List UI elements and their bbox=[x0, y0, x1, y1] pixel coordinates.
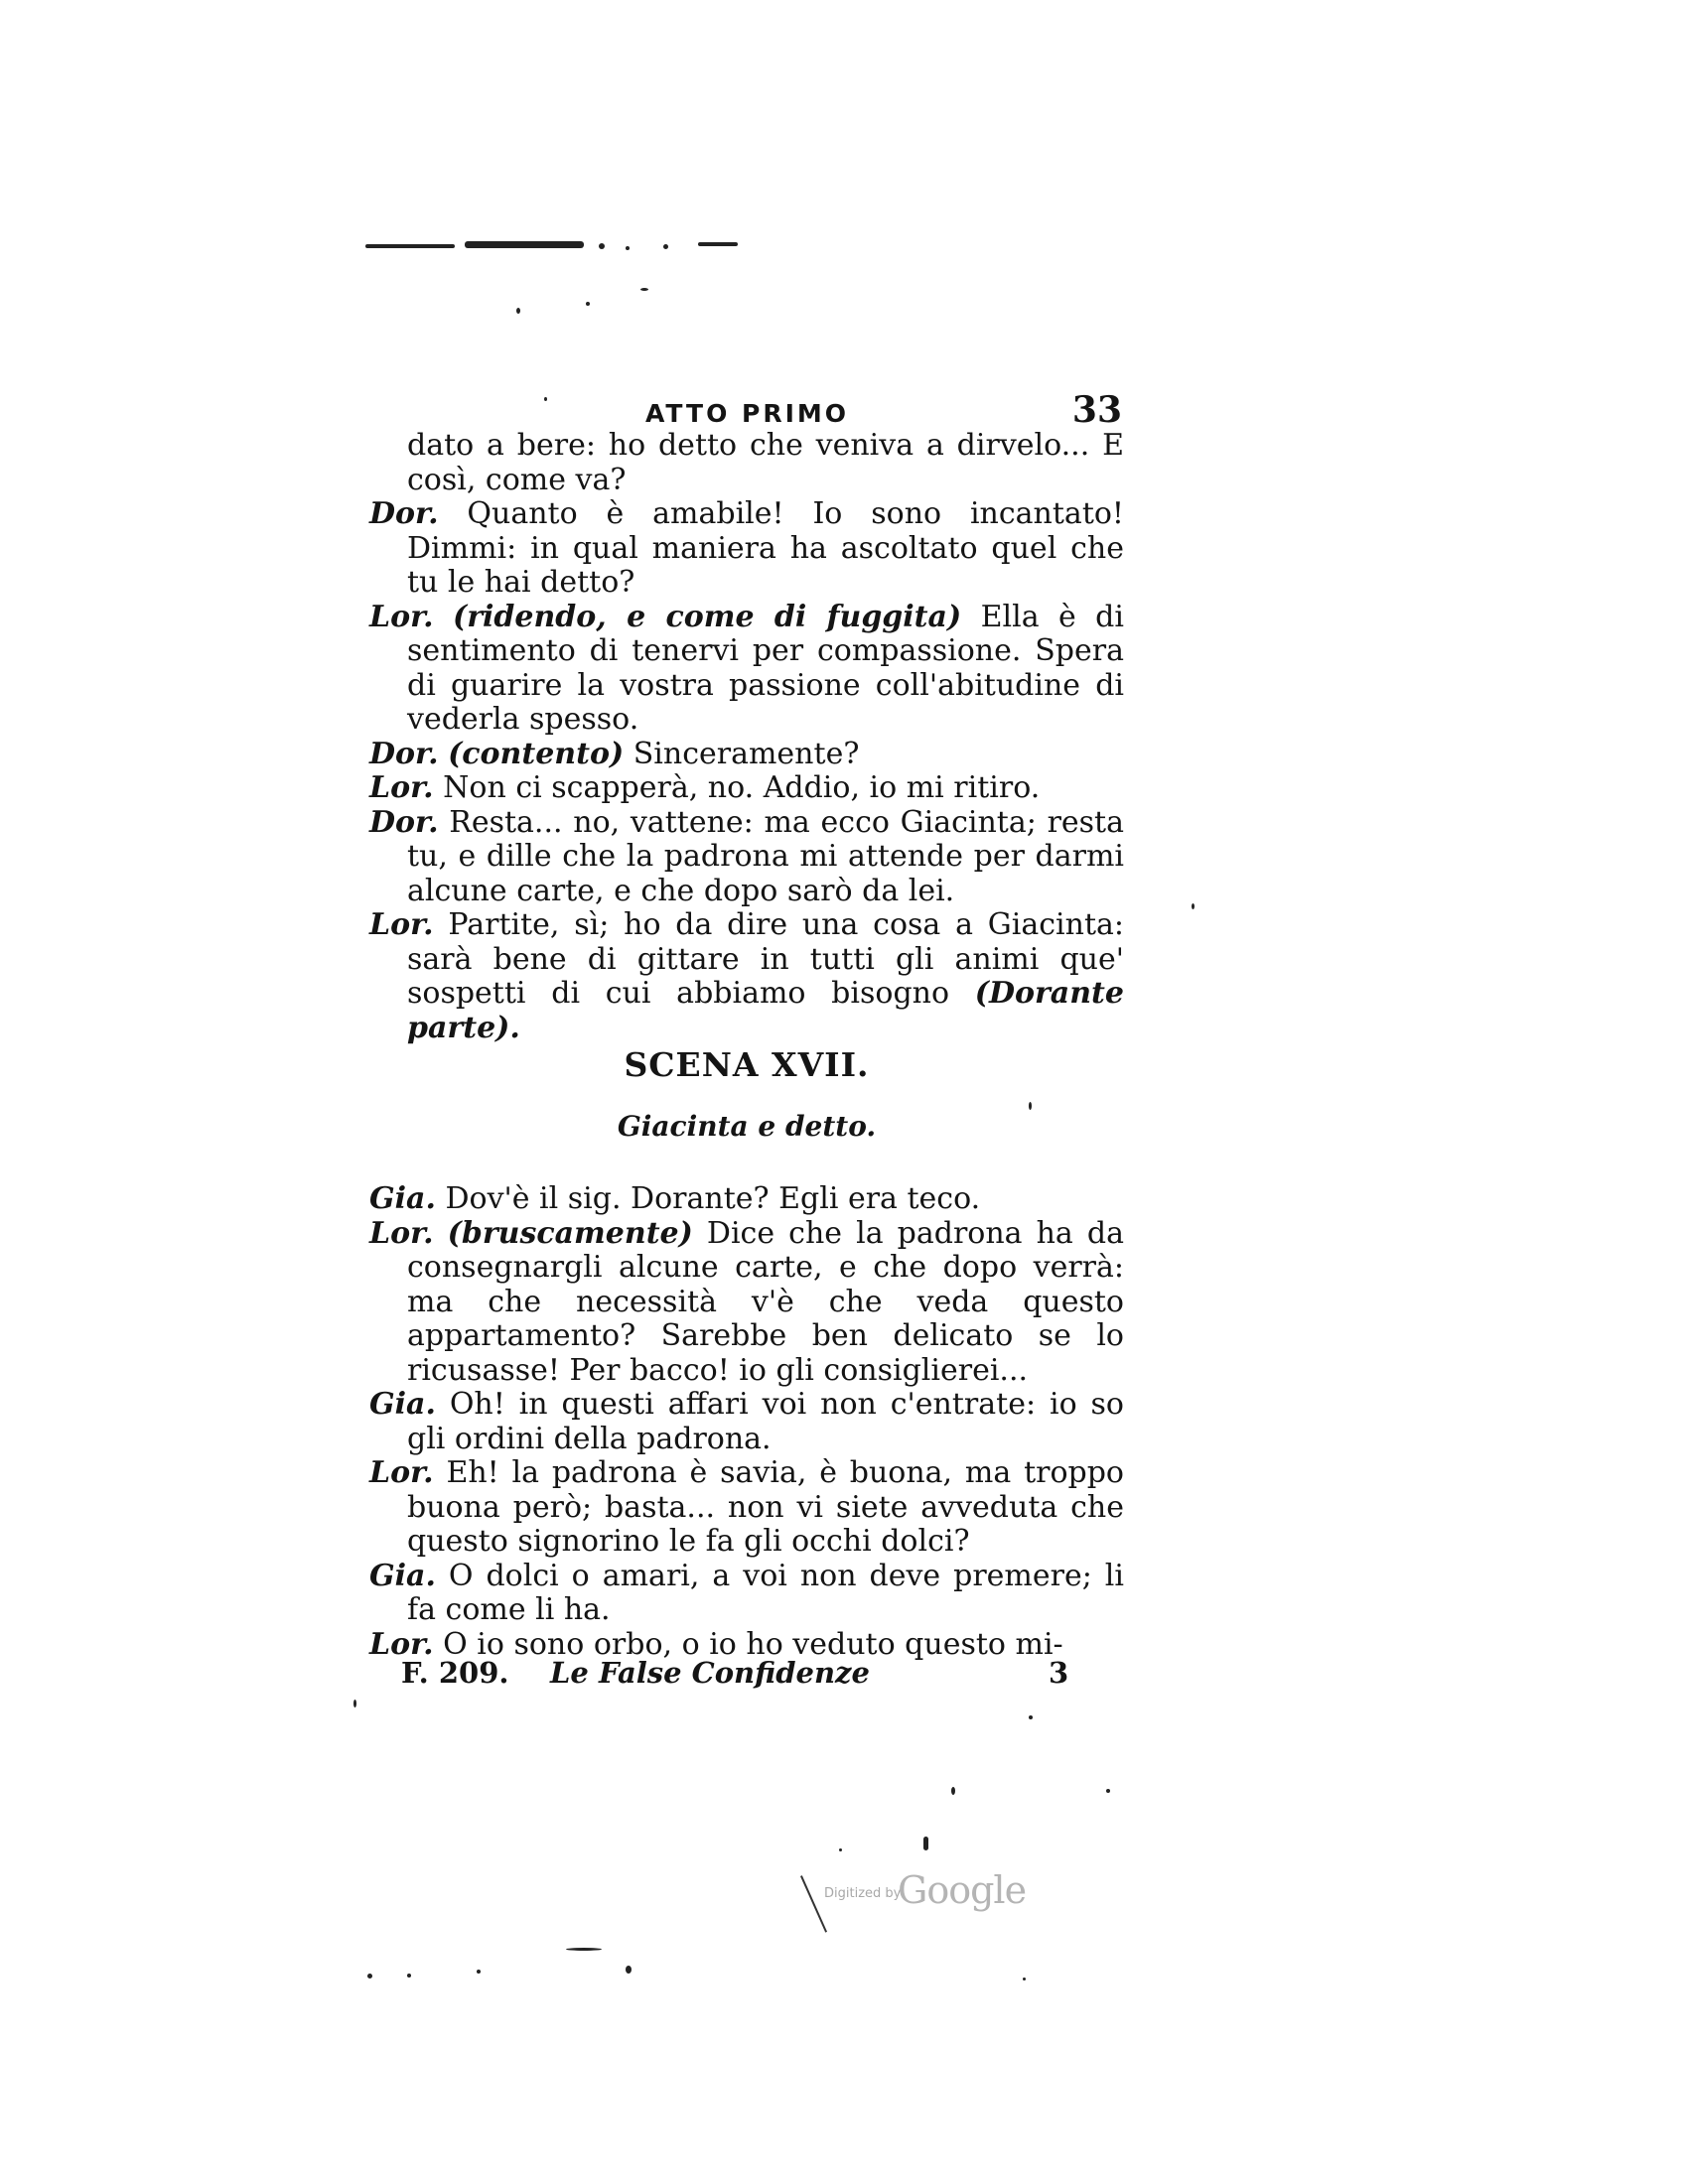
speech-line bbox=[369, 908, 1124, 1045]
speaker-label: Lor. bbox=[369, 1626, 434, 1662]
speech-line bbox=[369, 601, 1124, 738]
speech-line bbox=[369, 771, 1124, 806]
scan-speck bbox=[1029, 1102, 1032, 1110]
stage-direction: (Dorante parte). bbox=[407, 976, 1124, 1045]
scan-speck bbox=[407, 1974, 411, 1978]
speaker-label: Dor. bbox=[369, 736, 439, 771]
watermark-prefix: Digitized by bbox=[824, 1886, 902, 1901]
speech-text: Oh! in questi affari voi non c'entrate: io so gli ordini della padrona. bbox=[407, 1387, 1124, 1456]
speech-text: Eh! la padrona è savia, è buona, ma troppo buona però; basta... non vi siete avveduta che questo signorino le fa gli occhi dolci? bbox=[407, 1455, 1124, 1559]
speaker-label: Lor. bbox=[369, 1215, 434, 1251]
stage-direction: (contento) bbox=[448, 736, 625, 771]
speech-line bbox=[369, 497, 1124, 601]
scan-speck bbox=[1106, 1789, 1110, 1793]
watermark-stroke bbox=[800, 1875, 827, 1932]
scan-noise bbox=[365, 238, 743, 252]
scan-speck bbox=[566, 1948, 602, 1951]
speaker-label: Gia. bbox=[369, 1387, 436, 1422]
speech-text: Sinceramente? bbox=[633, 736, 860, 771]
scan-speck bbox=[516, 308, 520, 314]
scan-speck bbox=[923, 1837, 928, 1850]
speech-line bbox=[369, 1456, 1124, 1560]
speech-line bbox=[369, 1388, 1124, 1456]
speaker-label: Lor. bbox=[369, 599, 434, 634]
scan-speck bbox=[1023, 1978, 1026, 1980]
scene-title: SCENA XVII. bbox=[624, 1045, 870, 1084]
speech-text: O dolci o amari, a voi non deve premere; li fa come li ha. bbox=[407, 1558, 1124, 1627]
speech-text: Resta... no, vattene: ma ecco Giacinta; resta tu, e dille che la padrona mi attende per darmi alcune carte, e che dopo sarò da lei. bbox=[407, 804, 1124, 908]
running-title: ATTO PRIMO bbox=[645, 399, 850, 428]
scan-speck bbox=[640, 288, 648, 291]
scan-speck bbox=[586, 302, 590, 306]
sheet-number: 3 bbox=[1049, 1656, 1069, 1690]
page-footer bbox=[401, 1656, 1096, 1696]
speech-text: dato a bere: ho detto che veniva a dirvelo... E così, come va? bbox=[407, 428, 1124, 497]
speaker-label: Gia. bbox=[369, 1181, 436, 1216]
scan-speck bbox=[951, 1787, 955, 1795]
scan-speck bbox=[626, 1966, 632, 1974]
speech-line bbox=[369, 1217, 1124, 1389]
scan-speck bbox=[353, 1700, 356, 1707]
speaker-label: Dor. bbox=[369, 496, 439, 531]
speech-text: Dice che la padrona ha da consegnargli alcune carte, e che dopo verrà: ma che necessità v'è che veda questo appartamento? Sarebbe ben delicato se lo ricusasse! Per bacco! io gli consiglierei... bbox=[407, 1215, 1124, 1388]
scene-characters: Giacinta e detto. bbox=[617, 1110, 877, 1143]
speaker-label: Lor. bbox=[369, 907, 434, 942]
printer-signature: F. 209. bbox=[401, 1656, 509, 1690]
scan-speck bbox=[1029, 1715, 1033, 1719]
speech-text: Ella è di sentimento di tenervi per compassione. Spera di guarire la vostra passione coll'abitudine di vederla spesso. bbox=[407, 599, 1124, 737]
speech-text: Partite, sì; ho da dire una cosa a Giacinta: sarà bene di gittare in tutti gli animi que' sospetti di cui abbiamo bisogno bbox=[407, 907, 1124, 1011]
speaker-label: Gia. bbox=[369, 1558, 436, 1593]
stage-direction: (bruscamente) bbox=[447, 1215, 693, 1251]
speech-line bbox=[369, 1182, 1124, 1217]
speech-line bbox=[369, 429, 1124, 497]
scan-speck bbox=[367, 1974, 372, 1979]
dialogue-block-1 bbox=[369, 429, 1124, 1045]
dialogue-block-2 bbox=[369, 1182, 1124, 1662]
scan-speck bbox=[544, 397, 547, 401]
speaker-label: Lor. bbox=[369, 770, 434, 805]
scan-speck bbox=[839, 1848, 842, 1851]
speech-text: O io sono orbo, o io ho veduto questo mi- bbox=[443, 1626, 1063, 1662]
speech-line bbox=[369, 806, 1124, 909]
scan-speck bbox=[1192, 903, 1195, 909]
footer-title: Le False Confidenze bbox=[550, 1656, 870, 1690]
speech-text: Quanto è amabile! Io sono incantato! Dimmi: in qual maniera ha ascoltato quel che tu le hai detto? bbox=[407, 496, 1124, 600]
speech-line bbox=[369, 1560, 1124, 1628]
speech-line bbox=[369, 738, 1124, 772]
scan-speck bbox=[477, 1970, 481, 1974]
speech-text: Dov'è il sig. Dorante? Egli era teco. bbox=[445, 1181, 981, 1216]
page-number: 33 bbox=[1071, 389, 1122, 431]
speaker-label: Dor. bbox=[369, 804, 439, 840]
watermark-logo: Google bbox=[898, 1868, 1027, 1912]
digitized-watermark bbox=[794, 1864, 1053, 1954]
stage-direction: (ridendo, e come di fuggita) bbox=[453, 599, 962, 634]
speaker-label: Lor. bbox=[369, 1455, 434, 1490]
speech-text: Non ci scapperà, no. Addio, io mi ritiro. bbox=[443, 770, 1041, 805]
